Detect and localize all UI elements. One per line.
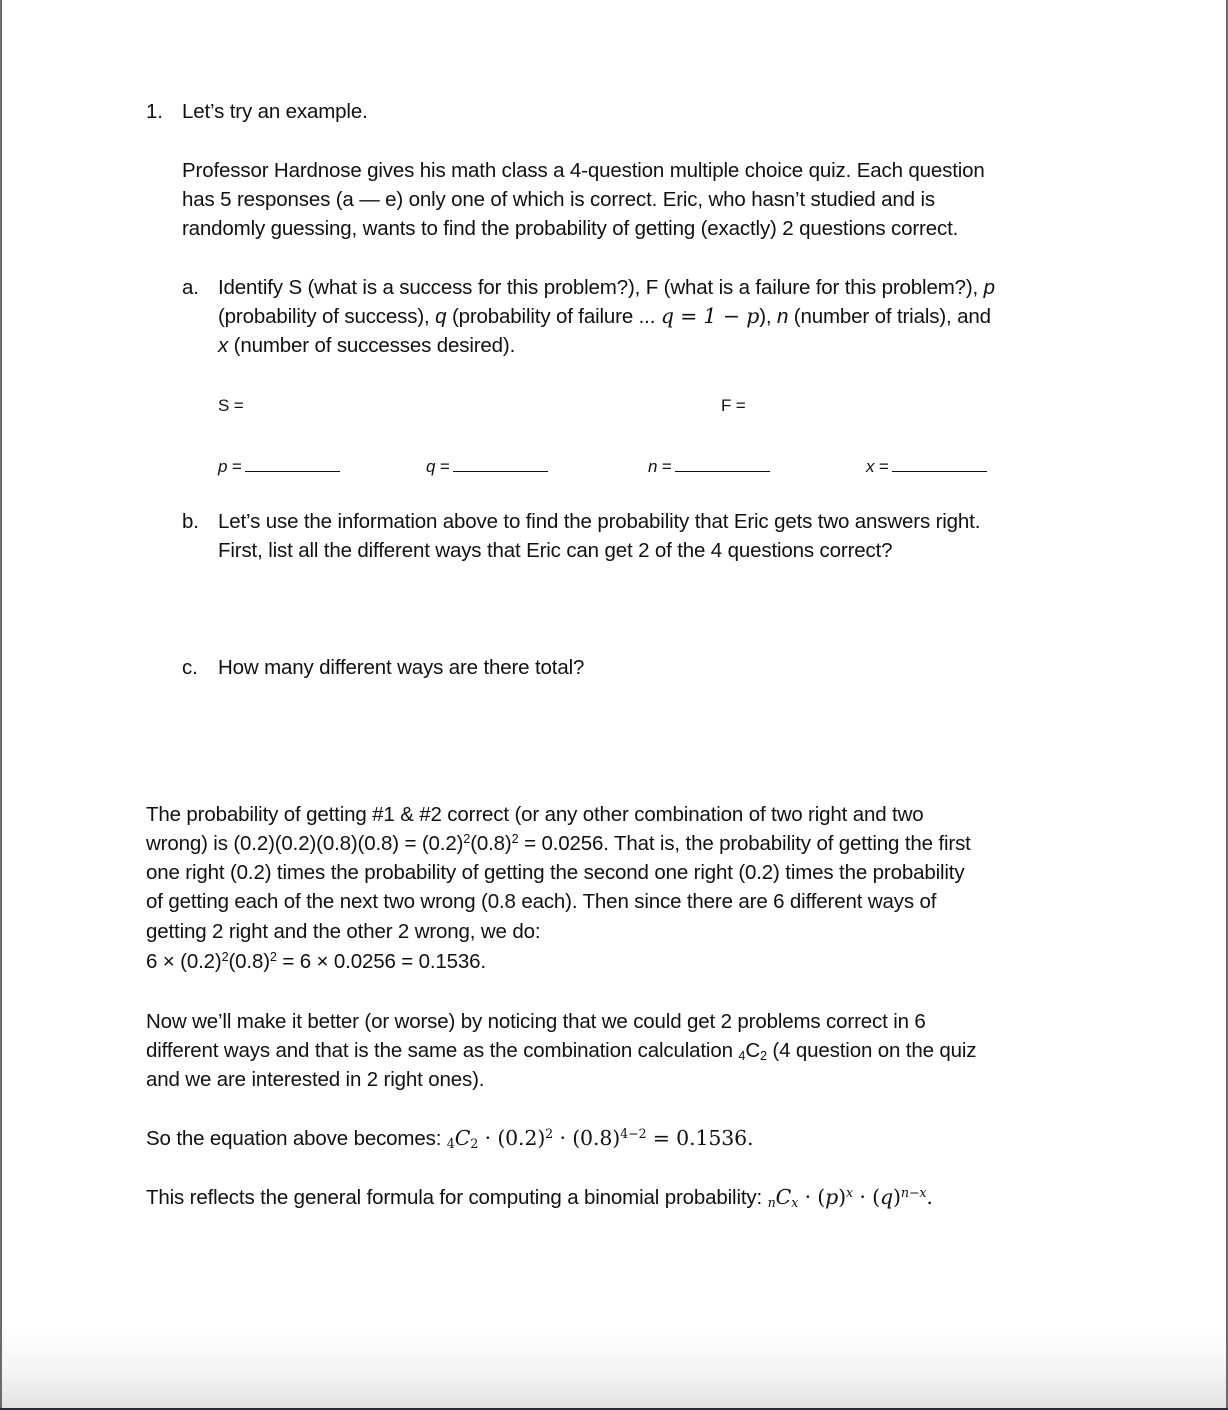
part-a-line-3 — [218, 331, 515, 361]
part-b-line-2: First, list all the different ways that Eric can get 2 of the 4 questions correct? — [218, 539, 893, 562]
var-q: q — [435, 305, 447, 328]
intro-line-2: has 5 responses (a — e) only one of which is correct. Eric, who hasn’t studied and is — [182, 188, 935, 211]
period: . — [926, 1185, 933, 1209]
explanation-line-3: one right (0.2) times the probability of getting the second one right (0.2) times the probability — [146, 861, 965, 884]
part-c-answer-area[interactable] — [218, 690, 1068, 790]
exponent: 4−2 — [620, 1126, 647, 1142]
part-a-text: Identify S (what is a success for this problem?), F (what is a failure for this problem?), — [218, 276, 984, 299]
explanation-line-4: of getting each of the next two wrong (0.8 each). Then since there are 6 different ways of — [146, 890, 937, 913]
answer-blank-q[interactable] — [453, 453, 548, 472]
subscript-n: 4 — [446, 1136, 455, 1152]
text-fragment: This reflects the general formula for computing a binomial probability: — [146, 1186, 768, 1209]
combination-line-2 — [146, 1036, 976, 1066]
equals: = — [227, 457, 242, 476]
problem-heading — [146, 97, 368, 127]
intro-line-3: randomly guessing, wants to find the probability of getting (exactly) 2 questions correct. — [182, 217, 959, 240]
part-c-line — [182, 653, 584, 683]
var-p: p — [218, 457, 228, 476]
text-fragment: So the equation above becomes: — [146, 1127, 447, 1150]
text-fragment: (probability of success), — [218, 305, 436, 328]
subscript-n: n — [767, 1195, 776, 1211]
answer-blank-x[interactable] — [892, 453, 987, 472]
text-fragment: = 6 × 0.0256 = 0.1536. — [276, 950, 486, 973]
term: · ( — [853, 1185, 880, 1209]
var-n: n — [776, 305, 789, 328]
var-x: x — [218, 334, 229, 357]
text-fragment: (0.8) — [228, 950, 270, 973]
term: · ( — [798, 1185, 826, 1209]
text-fragment: ), — [759, 305, 777, 328]
text-fragment: (4 question on the quiz — [766, 1039, 977, 1062]
exponent: 2 — [463, 831, 471, 847]
part-b-line-1 — [182, 507, 980, 537]
text-fragment: wrong) is (0.2)(0.2)(0.8)(0.8) = (0.2) — [146, 832, 464, 855]
q-blank-field[interactable] — [426, 452, 548, 482]
exponent: x — [846, 1185, 854, 1201]
combination-line-1: Now we’ll make it better (or worse) by noticing that we could get 2 problems correct in 6 — [146, 1010, 926, 1033]
s-label: S = — [218, 396, 244, 415]
term: ) — [838, 1185, 846, 1209]
var-q: q — [426, 457, 436, 476]
var-q: q — [879, 1185, 893, 1209]
equation-formula — [447, 1126, 754, 1150]
text-fragment: (0.8) — [470, 832, 512, 855]
exponent: 2 — [511, 831, 519, 847]
text-fragment: (probability of failure ... — [446, 305, 661, 328]
problem-number: 1. — [146, 100, 163, 123]
general-formula — [768, 1185, 933, 1209]
answer-blank-p[interactable] — [245, 453, 340, 472]
p-blank-field[interactable] — [218, 452, 340, 482]
explanation-line-2 — [146, 829, 971, 859]
exponent: 2 — [269, 949, 277, 965]
exponent: 2 — [545, 1126, 554, 1142]
x-blank-field[interactable] — [866, 452, 987, 482]
problem-title: Let’s try an example. — [182, 100, 368, 123]
text-fragment: = 0.0256. That is, the probability of getting the first — [518, 832, 971, 855]
var-p: p — [825, 1185, 839, 1209]
part-c-marker: c. — [182, 656, 198, 679]
n-blank-field[interactable] — [648, 452, 770, 482]
subscript-x: 2 — [470, 1136, 479, 1152]
f-label: F = — [721, 396, 746, 415]
combination-symbol: C — [454, 1126, 471, 1150]
subscript-n: 4 — [738, 1048, 746, 1064]
exponent: 2 — [221, 949, 229, 965]
answer-blank-n[interactable] — [675, 453, 770, 472]
text-fragment: different ways and that is the same as the combination calculation — [146, 1039, 739, 1062]
equals: = — [874, 457, 889, 476]
result: = 0.1536. — [646, 1126, 754, 1150]
part-c-text: How many different ways are there total? — [218, 656, 585, 679]
subscript-x: 2 — [759, 1048, 767, 1064]
term: ) — [892, 1185, 901, 1209]
equals: = — [435, 457, 450, 476]
subscript-x: x — [791, 1195, 799, 1211]
combination-symbol: C — [745, 1039, 760, 1062]
part-b-marker: b. — [182, 510, 199, 533]
term: · (0.2) — [478, 1126, 546, 1150]
term: · (0.8) — [553, 1126, 621, 1150]
part-a-marker: a. — [182, 276, 199, 299]
var-n: n — [648, 457, 658, 476]
general-formula-line — [146, 1183, 933, 1213]
explanation-line-5: getting 2 right and the other 2 wrong, we do: — [146, 920, 541, 943]
combination-symbol: C — [775, 1185, 792, 1209]
var-p: p — [983, 276, 995, 299]
exponent: n−x — [900, 1185, 927, 1201]
equals: = — [657, 457, 672, 476]
text-fragment: (number of trials), and — [788, 305, 991, 328]
part-b-text: Let’s use the information above to find the probability that Eric gets two answers right. — [218, 510, 981, 533]
intro-line-1: Professor Hardnose gives his math class a 4-question multiple choice quiz. Each question — [182, 159, 985, 182]
var-x: x — [866, 457, 875, 476]
explanation-line-1: The probability of getting #1 & #2 correct (or any other combination of two right and two — [146, 803, 924, 826]
formula-q: q = 1 − p — [660, 304, 760, 328]
part-a-line-2 — [218, 302, 991, 332]
equation-line — [146, 1124, 753, 1154]
combination-line-3: and we are interested in 2 right ones). — [146, 1068, 485, 1091]
explanation-line-6 — [146, 947, 486, 977]
part-a-line-1 — [182, 273, 995, 303]
part-b-answer-area[interactable] — [218, 570, 1068, 650]
text-fragment: (number of successes desired). — [228, 334, 516, 357]
text-fragment: 6 × (0.2) — [146, 950, 222, 973]
